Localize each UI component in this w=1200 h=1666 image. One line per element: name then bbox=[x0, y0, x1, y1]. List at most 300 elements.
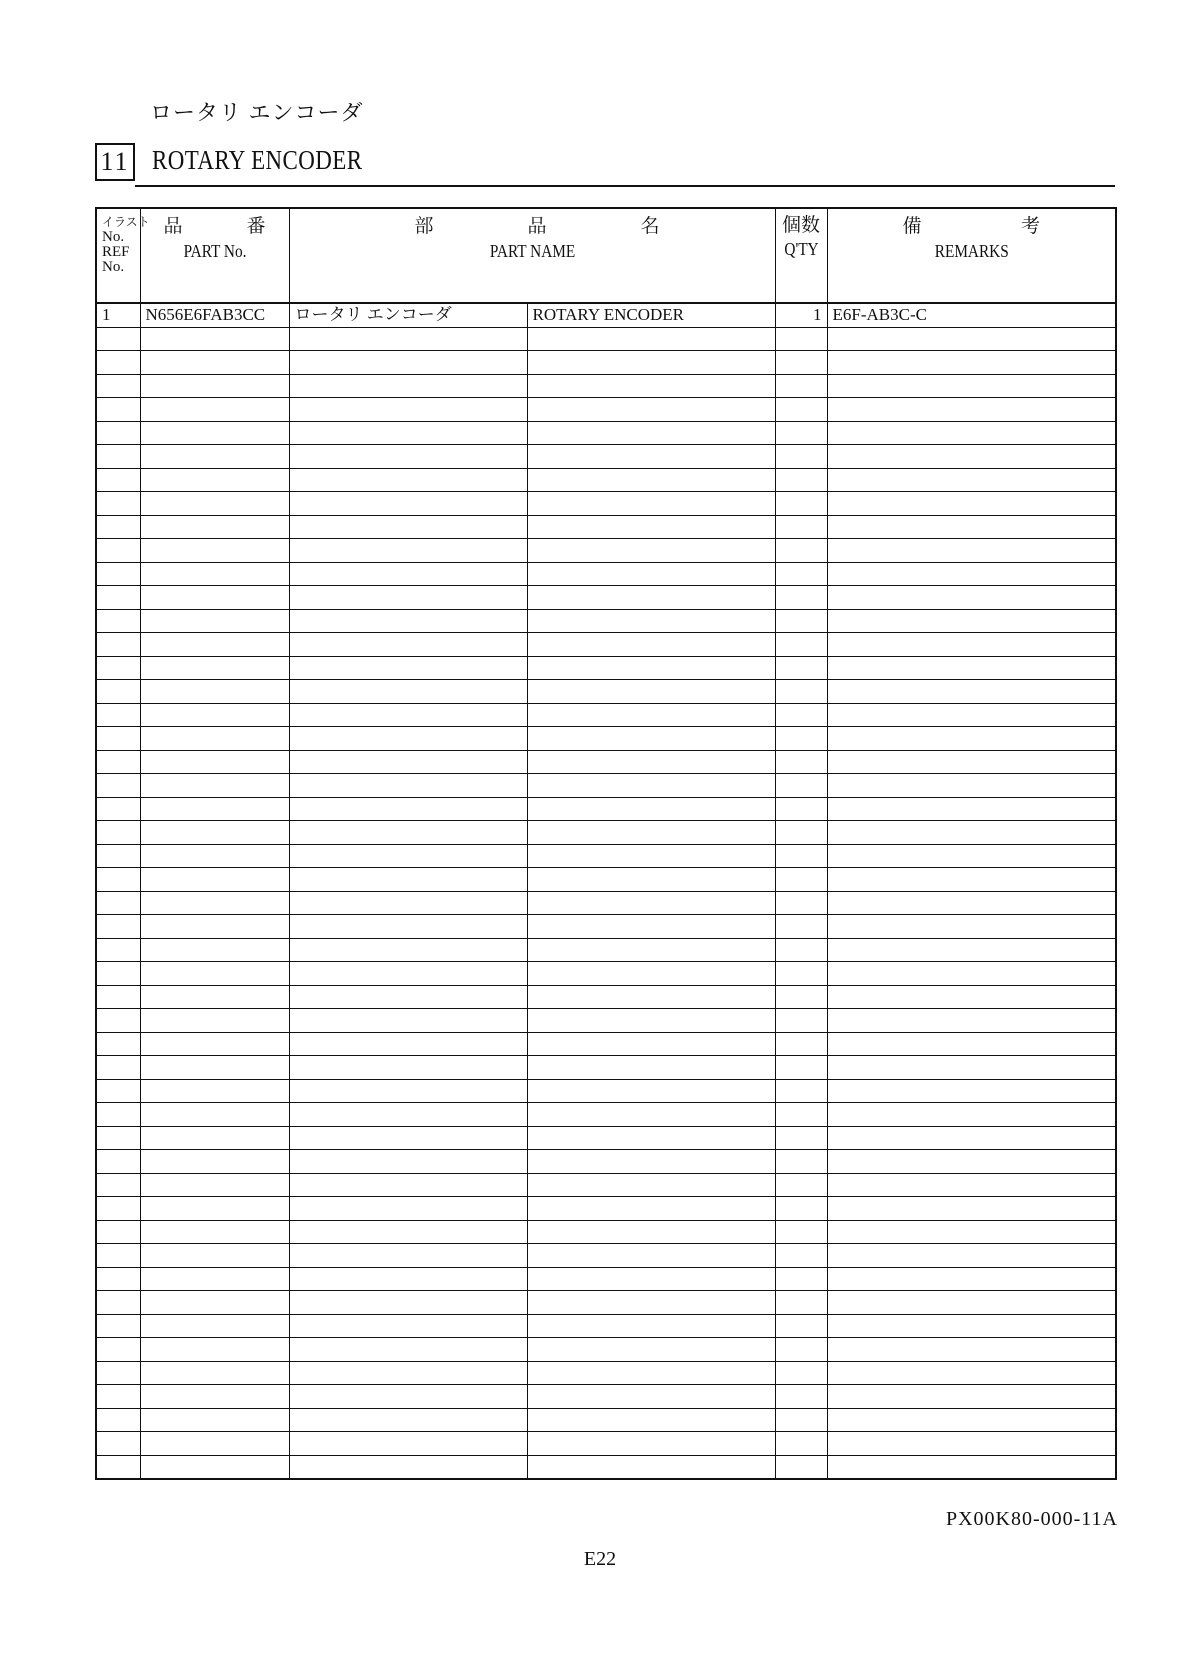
table-cell-empty bbox=[775, 1408, 827, 1432]
table-cell-empty bbox=[96, 797, 140, 821]
table-row-empty bbox=[96, 915, 1116, 939]
table-cell-empty bbox=[827, 1173, 1116, 1197]
table-cell-empty bbox=[96, 680, 140, 704]
table-cell-empty bbox=[827, 821, 1116, 845]
table-cell-empty bbox=[289, 421, 527, 445]
table-cell-empty bbox=[140, 1032, 289, 1056]
table-cell-empty bbox=[140, 1150, 289, 1174]
table-cell-empty bbox=[775, 703, 827, 727]
table-cell-empty bbox=[96, 1361, 140, 1385]
table-cell-empty bbox=[775, 1197, 827, 1221]
table-cell-empty bbox=[827, 492, 1116, 516]
table-cell-empty bbox=[289, 1009, 527, 1033]
table-cell-empty bbox=[289, 868, 527, 892]
table-cell-empty bbox=[140, 844, 289, 868]
table-cell-empty bbox=[775, 609, 827, 633]
table-cell-empty bbox=[140, 1432, 289, 1456]
table-row-empty bbox=[96, 774, 1116, 798]
table-cell-empty bbox=[827, 515, 1116, 539]
header-name-jp-2: 品 bbox=[527, 216, 547, 237]
table-cell-empty bbox=[775, 1455, 827, 1479]
table-cell-empty bbox=[775, 774, 827, 798]
table-cell-empty bbox=[775, 1267, 827, 1291]
table-cell-empty bbox=[827, 327, 1116, 351]
table-row-empty bbox=[96, 1408, 1116, 1432]
table-cell-empty bbox=[96, 1079, 140, 1103]
table-cell-empty bbox=[827, 1385, 1116, 1409]
table-cell-empty bbox=[289, 1361, 527, 1385]
table-cell-empty bbox=[289, 1455, 527, 1479]
table-cell-empty bbox=[140, 492, 289, 516]
table-cell-empty bbox=[96, 891, 140, 915]
table-cell-empty bbox=[289, 562, 527, 586]
table-cell-empty bbox=[775, 1385, 827, 1409]
table-cell-empty bbox=[527, 1385, 775, 1409]
table-cell-empty bbox=[527, 750, 775, 774]
table-cell-empty bbox=[96, 398, 140, 422]
table-cell-empty bbox=[96, 1056, 140, 1080]
table-row-empty bbox=[96, 1291, 1116, 1315]
table-cell-empty bbox=[289, 633, 527, 657]
table-cell-empty bbox=[827, 539, 1116, 563]
table-cell-empty bbox=[96, 727, 140, 751]
table-row-empty bbox=[96, 727, 1116, 751]
table-cell-empty bbox=[140, 515, 289, 539]
table-cell-empty bbox=[140, 1244, 289, 1268]
table-cell-empty bbox=[140, 962, 289, 986]
table-row-empty bbox=[96, 1267, 1116, 1291]
table-cell-empty bbox=[96, 609, 140, 633]
table-cell-empty bbox=[289, 727, 527, 751]
table-cell-empty bbox=[827, 844, 1116, 868]
table-cell-empty bbox=[775, 539, 827, 563]
table-cell-empty bbox=[775, 1361, 827, 1385]
table-cell-empty bbox=[96, 1267, 140, 1291]
table-cell-empty bbox=[96, 1385, 140, 1409]
table-cell-empty bbox=[827, 374, 1116, 398]
table-cell-empty bbox=[96, 1338, 140, 1362]
header-part-name bbox=[289, 208, 775, 303]
table-row-empty bbox=[96, 703, 1116, 727]
table-cell-empty bbox=[775, 844, 827, 868]
table-row-empty bbox=[96, 468, 1116, 492]
table-cell-empty bbox=[140, 891, 289, 915]
cell-part-name-jp: ロータリ エンコーダ bbox=[289, 303, 527, 327]
table-row-empty bbox=[96, 1032, 1116, 1056]
header-ref-en: REF bbox=[102, 244, 130, 260]
table-cell-empty bbox=[527, 1126, 775, 1150]
table-cell-empty bbox=[775, 1150, 827, 1174]
table-cell-empty bbox=[140, 1103, 289, 1127]
table-cell-empty bbox=[827, 1103, 1116, 1127]
table-row-empty bbox=[96, 938, 1116, 962]
table-cell-empty bbox=[527, 821, 775, 845]
cell-part-no: N656E6FAB3CC bbox=[140, 303, 289, 327]
table-row bbox=[96, 303, 1116, 327]
table-cell-empty bbox=[289, 797, 527, 821]
table-cell-empty bbox=[289, 1103, 527, 1127]
table-cell-empty bbox=[289, 1267, 527, 1291]
table-cell-empty bbox=[140, 1385, 289, 1409]
header-part-name-en: PART NAME bbox=[489, 241, 575, 261]
table-cell-empty bbox=[527, 797, 775, 821]
table-cell-empty bbox=[96, 1314, 140, 1338]
table-cell-empty bbox=[96, 868, 140, 892]
table-cell-empty bbox=[527, 1455, 775, 1479]
table-cell-empty bbox=[527, 938, 775, 962]
table-cell-empty bbox=[827, 445, 1116, 469]
table-header-row bbox=[96, 208, 1116, 303]
table-cell-empty bbox=[289, 680, 527, 704]
table-row-empty bbox=[96, 1455, 1116, 1479]
table-cell-empty bbox=[775, 351, 827, 375]
header-ref-no bbox=[96, 208, 150, 303]
table-cell-empty bbox=[289, 1197, 527, 1221]
table-cell-empty bbox=[827, 1079, 1116, 1103]
table-cell-empty bbox=[140, 1197, 289, 1221]
header-qty-en: Q'TY bbox=[783, 239, 819, 259]
table-cell-empty bbox=[289, 1338, 527, 1362]
parts-table bbox=[95, 207, 1117, 1480]
table-cell-empty bbox=[827, 1126, 1116, 1150]
table-cell-empty bbox=[96, 1455, 140, 1479]
section-number: 11 bbox=[95, 143, 135, 181]
table-cell-empty bbox=[289, 398, 527, 422]
table-cell-empty bbox=[827, 562, 1116, 586]
table-cell-empty bbox=[775, 468, 827, 492]
table-row-empty bbox=[96, 398, 1116, 422]
table-row-empty bbox=[96, 844, 1116, 868]
table-cell-empty bbox=[775, 1079, 827, 1103]
table-row-empty bbox=[96, 821, 1116, 845]
table-cell-empty bbox=[775, 1173, 827, 1197]
table-cell-empty bbox=[96, 656, 140, 680]
table-row-empty bbox=[96, 1150, 1116, 1174]
table-cell-empty bbox=[827, 774, 1116, 798]
table-cell-empty bbox=[527, 515, 775, 539]
table-cell-empty bbox=[827, 750, 1116, 774]
table-cell-empty bbox=[827, 868, 1116, 892]
table-cell-empty bbox=[96, 1432, 140, 1456]
table-cell-empty bbox=[96, 421, 140, 445]
table-cell-empty bbox=[827, 962, 1116, 986]
header-ref-no-label: No. bbox=[102, 229, 125, 245]
table-cell-empty bbox=[775, 445, 827, 469]
table-cell-empty bbox=[140, 351, 289, 375]
title-underline bbox=[135, 185, 1115, 187]
table-cell-empty bbox=[527, 1267, 775, 1291]
table-cell-empty bbox=[140, 586, 289, 610]
table-cell-empty bbox=[827, 891, 1116, 915]
table-cell-empty bbox=[775, 1338, 827, 1362]
table-cell-empty bbox=[827, 586, 1116, 610]
table-row-empty bbox=[96, 445, 1116, 469]
table-cell-empty bbox=[775, 586, 827, 610]
table-cell-empty bbox=[527, 1244, 775, 1268]
table-cell-empty bbox=[289, 1244, 527, 1268]
table-cell-empty bbox=[140, 868, 289, 892]
table-cell-empty bbox=[827, 680, 1116, 704]
table-cell-empty bbox=[527, 1361, 775, 1385]
table-cell-empty bbox=[827, 1032, 1116, 1056]
page-title: ROTARY ENCODER bbox=[152, 145, 363, 175]
table-cell-empty bbox=[527, 985, 775, 1009]
table-cell-empty bbox=[96, 938, 140, 962]
table-cell-empty bbox=[96, 351, 140, 375]
table-cell-empty bbox=[140, 1338, 289, 1362]
table-cell-empty bbox=[527, 1103, 775, 1127]
table-cell-empty bbox=[827, 1338, 1116, 1362]
table-cell-empty bbox=[775, 915, 827, 939]
table-cell-empty bbox=[96, 327, 140, 351]
table-cell-empty bbox=[289, 1314, 527, 1338]
table-cell-empty bbox=[140, 1361, 289, 1385]
table-cell-empty bbox=[827, 1314, 1116, 1338]
table-row-empty bbox=[96, 374, 1116, 398]
table-cell-empty bbox=[96, 985, 140, 1009]
table-row-empty bbox=[96, 962, 1116, 986]
table-cell-empty bbox=[775, 374, 827, 398]
header-name-jp-3: 名 bbox=[640, 216, 660, 237]
table-row-empty bbox=[96, 633, 1116, 657]
header-remarks bbox=[827, 208, 1116, 303]
table-cell-empty bbox=[140, 1009, 289, 1033]
table-cell-empty bbox=[289, 351, 527, 375]
table-cell-empty bbox=[289, 609, 527, 633]
table-row-empty bbox=[96, 515, 1116, 539]
table-cell-empty bbox=[140, 915, 289, 939]
table-cell-empty bbox=[289, 468, 527, 492]
table-cell-empty bbox=[527, 680, 775, 704]
table-cell-empty bbox=[140, 398, 289, 422]
table-cell-empty bbox=[775, 797, 827, 821]
table-row-empty bbox=[96, 1338, 1116, 1362]
table-row-empty bbox=[96, 1173, 1116, 1197]
table-cell-empty bbox=[827, 1197, 1116, 1221]
table-cell-empty bbox=[775, 1032, 827, 1056]
document-code: PX00K80-000-11A bbox=[945, 1508, 1118, 1530]
table-cell-empty bbox=[775, 1291, 827, 1315]
table-cell-empty bbox=[140, 656, 289, 680]
table-cell-empty bbox=[775, 1432, 827, 1456]
table-cell-empty bbox=[289, 703, 527, 727]
table-cell-empty bbox=[775, 1244, 827, 1268]
table-cell-empty bbox=[140, 633, 289, 657]
table-cell-empty bbox=[96, 586, 140, 610]
table-cell-empty bbox=[527, 586, 775, 610]
cell-part-name-en: ROTARY ENCODER bbox=[527, 303, 775, 327]
table-cell-empty bbox=[775, 821, 827, 845]
table-cell-empty bbox=[96, 1244, 140, 1268]
table-row-empty bbox=[96, 1126, 1116, 1150]
table-row-empty bbox=[96, 1056, 1116, 1080]
table-cell-empty bbox=[527, 1291, 775, 1315]
table-row-empty bbox=[96, 868, 1116, 892]
table-cell-empty bbox=[827, 985, 1116, 1009]
table-cell-empty bbox=[527, 962, 775, 986]
table-cell-empty bbox=[775, 1220, 827, 1244]
header-part-no-jp-1: 品 bbox=[163, 216, 183, 237]
table-cell-empty bbox=[96, 1173, 140, 1197]
table-cell-empty bbox=[289, 1291, 527, 1315]
table-cell-empty bbox=[96, 1408, 140, 1432]
table-row-empty bbox=[96, 891, 1116, 915]
table-cell-empty bbox=[96, 633, 140, 657]
table-row-empty bbox=[96, 562, 1116, 586]
table-cell-empty bbox=[827, 1244, 1116, 1268]
table-cell-empty bbox=[289, 1056, 527, 1080]
table-cell-empty bbox=[96, 374, 140, 398]
table-cell-empty bbox=[289, 539, 527, 563]
table-cell-empty bbox=[527, 351, 775, 375]
table-cell-empty bbox=[827, 1432, 1116, 1456]
table-cell-empty bbox=[289, 891, 527, 915]
table-row-empty bbox=[96, 1244, 1116, 1268]
table-row-empty bbox=[96, 609, 1116, 633]
table-cell-empty bbox=[289, 962, 527, 986]
table-row-empty bbox=[96, 1009, 1116, 1033]
table-cell-empty bbox=[140, 797, 289, 821]
table-cell-empty bbox=[527, 492, 775, 516]
table-cell-empty bbox=[527, 1197, 775, 1221]
table-cell-empty bbox=[289, 515, 527, 539]
cell-qty: 1 bbox=[775, 303, 827, 327]
table-cell-empty bbox=[775, 633, 827, 657]
table-cell-empty bbox=[775, 327, 827, 351]
table-cell-empty bbox=[140, 374, 289, 398]
table-cell-empty bbox=[527, 1314, 775, 1338]
header-ref-jp: イラスト bbox=[102, 215, 150, 229]
table-cell-empty bbox=[527, 727, 775, 751]
table-cell-empty bbox=[775, 727, 827, 751]
table-cell-empty bbox=[775, 985, 827, 1009]
table-cell-empty bbox=[827, 1150, 1116, 1174]
table-cell-empty bbox=[527, 562, 775, 586]
table-cell-empty bbox=[140, 1173, 289, 1197]
table-cell-empty bbox=[289, 656, 527, 680]
table-cell-empty bbox=[140, 1267, 289, 1291]
table-cell-empty bbox=[775, 891, 827, 915]
table-cell-empty bbox=[827, 797, 1116, 821]
table-cell-empty bbox=[775, 492, 827, 516]
table-cell-empty bbox=[827, 468, 1116, 492]
table-cell-empty bbox=[140, 1291, 289, 1315]
table-row-empty bbox=[96, 1197, 1116, 1221]
table-cell-empty bbox=[140, 1408, 289, 1432]
table-cell-empty bbox=[827, 656, 1116, 680]
table-cell-empty bbox=[775, 421, 827, 445]
table-row-empty bbox=[96, 1361, 1116, 1385]
table-cell-empty bbox=[827, 609, 1116, 633]
table-row-empty bbox=[96, 421, 1116, 445]
table-cell-empty bbox=[527, 844, 775, 868]
table-cell-empty bbox=[289, 1032, 527, 1056]
header-part-no bbox=[140, 208, 289, 303]
table-cell-empty bbox=[527, 1338, 775, 1362]
table-cell-empty bbox=[527, 421, 775, 445]
table-cell-empty bbox=[527, 915, 775, 939]
cell-remarks: E6F-AB3C-C bbox=[827, 303, 1116, 327]
table-cell-empty bbox=[140, 1455, 289, 1479]
table-cell-empty bbox=[96, 445, 140, 469]
table-cell-empty bbox=[96, 1150, 140, 1174]
table-cell-empty bbox=[96, 1103, 140, 1127]
table-cell-empty bbox=[96, 915, 140, 939]
table-cell-empty bbox=[775, 750, 827, 774]
header-remarks-jp-2: 考 bbox=[1021, 216, 1041, 237]
table-cell-empty bbox=[140, 727, 289, 751]
table-cell-empty bbox=[289, 844, 527, 868]
table-cell-empty bbox=[827, 1009, 1116, 1033]
table-cell-empty bbox=[527, 656, 775, 680]
table-cell-empty bbox=[96, 774, 140, 798]
table-row-empty bbox=[96, 1103, 1116, 1127]
table-cell-empty bbox=[527, 1009, 775, 1033]
table-cell-empty bbox=[140, 1220, 289, 1244]
table-cell-empty bbox=[96, 1032, 140, 1056]
table-cell-empty bbox=[96, 492, 140, 516]
table-cell-empty bbox=[96, 1126, 140, 1150]
table-cell-empty bbox=[289, 750, 527, 774]
table-cell-empty bbox=[96, 1291, 140, 1315]
table-cell-empty bbox=[140, 1126, 289, 1150]
header-qty bbox=[775, 208, 827, 303]
table-cell-empty bbox=[289, 915, 527, 939]
table-cell-empty bbox=[827, 1056, 1116, 1080]
table-cell-empty bbox=[140, 680, 289, 704]
table-cell-empty bbox=[527, 1032, 775, 1056]
table-cell-empty bbox=[827, 398, 1116, 422]
table-cell-empty bbox=[96, 750, 140, 774]
table-row-empty bbox=[96, 1432, 1116, 1456]
table-cell-empty bbox=[140, 938, 289, 962]
table-cell-empty bbox=[140, 609, 289, 633]
table-row-empty bbox=[96, 327, 1116, 351]
table-row-empty bbox=[96, 656, 1116, 680]
table-cell-empty bbox=[827, 1361, 1116, 1385]
table-cell-empty bbox=[827, 1267, 1116, 1291]
table-cell-empty bbox=[775, 868, 827, 892]
table-cell-empty bbox=[827, 703, 1116, 727]
table-cell-empty bbox=[527, 398, 775, 422]
table-cell-empty bbox=[289, 1126, 527, 1150]
header-qty-jp: 個数 bbox=[782, 215, 821, 236]
table-cell-empty bbox=[527, 1173, 775, 1197]
table-cell-empty bbox=[527, 1056, 775, 1080]
table-cell-empty bbox=[827, 351, 1116, 375]
table-cell-empty bbox=[527, 633, 775, 657]
table-cell-empty bbox=[140, 703, 289, 727]
header-remarks-jp-1: 備 bbox=[902, 216, 922, 237]
table-cell-empty bbox=[96, 844, 140, 868]
table-cell-empty bbox=[775, 1126, 827, 1150]
table-cell-empty bbox=[140, 774, 289, 798]
table-cell-empty bbox=[827, 727, 1116, 751]
table-cell-empty bbox=[527, 868, 775, 892]
table-cell-empty bbox=[775, 1056, 827, 1080]
table-cell-empty bbox=[96, 539, 140, 563]
table-cell-empty bbox=[527, 1079, 775, 1103]
table-row-empty bbox=[96, 492, 1116, 516]
header-part-no-en: PART No. bbox=[183, 241, 246, 261]
table-cell-empty bbox=[527, 468, 775, 492]
table-cell-empty bbox=[96, 821, 140, 845]
table-cell-empty bbox=[775, 398, 827, 422]
table-cell-empty bbox=[775, 562, 827, 586]
table-cell-empty bbox=[527, 1220, 775, 1244]
table-cell-empty bbox=[289, 1432, 527, 1456]
table-cell-empty bbox=[775, 1314, 827, 1338]
